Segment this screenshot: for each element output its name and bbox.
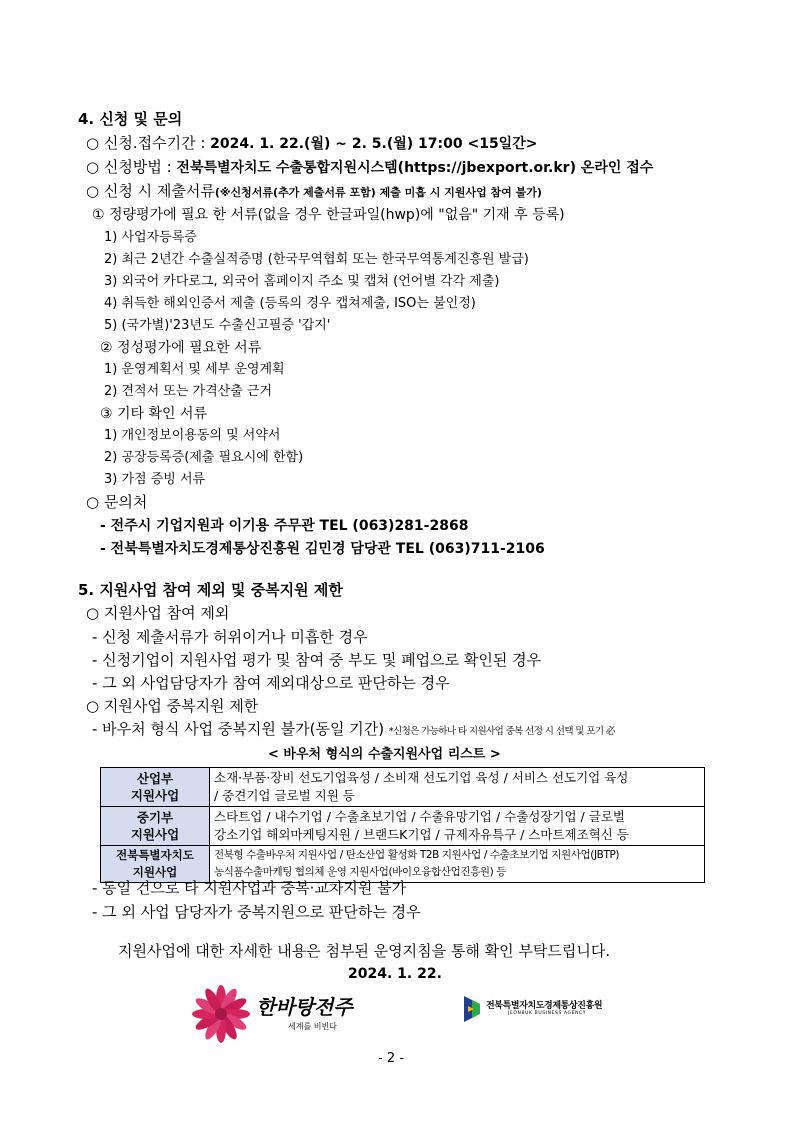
qual-docs-title: ② 정성평가에 필요한 서류 (100, 340, 262, 356)
qual-doc-item: 1) 운영계획서 및 세부 운영계획 (104, 362, 285, 377)
voucher-table-title: < 바우처 형식의 수출지원사업 리스트 > (268, 747, 501, 762)
agency-name: 전북특별자치도경제통상진흥원 (486, 1001, 603, 1011)
duplicate-item: - 바우처 형식 사업 중복지원 불가(동일 기간) *신청은 가능하나 타 지원사업 중복 선정 시 선택 및 포기 必 (92, 720, 615, 738)
quant-doc-item: 5) (국가별)'23년도 수출신고필증 '갑지' (104, 318, 331, 333)
quant-docs-title: ① 정량평가에 필요 한 서류(없을 경우 한글파일(hwp)에 "없음" 기재 후 등록) (92, 207, 565, 223)
table-row (101, 768, 705, 807)
application-period: ○ 신청.접수기간 : 2024. 1. 22.(월) ~ 2. 5.(월) 17:00 <15일간> (86, 134, 538, 152)
closing-text: 지원사업에 대한 자세한 내용은 첨부된 운영지침을 통해 확인 부탁드립니다. (118, 942, 611, 960)
section4-title: 4. 신청 및 문의 (78, 110, 183, 128)
etc-doc-item: 2) 공장등록증(제출 필요시에 한함) (104, 450, 304, 465)
exclusion-item: - 그 외 사업담당자가 참여 제외대상으로 판단하는 경우 (92, 674, 450, 692)
after-item: - 동일 건으로 타 지원사업과 중복·교차지원 불가 (92, 879, 407, 897)
exclusion-title: ○ 지원사업 참여 제외 (86, 604, 230, 622)
agency-emblem-icon (462, 994, 482, 1024)
table-row (101, 807, 705, 846)
table-row-header: 전북특별자치도 지원사업 (101, 846, 210, 883)
jeonju-logo-text: 한바탕전주 (256, 995, 353, 1019)
qual-doc-item: 2) 견적서 또는 가격산출 근거 (104, 384, 273, 399)
jeonju-logo-slogan: 세계를 비빈다 (288, 1022, 337, 1031)
table-row-content: 스타트업 / 내수기업 / 수출초보기업 / 수출유망기업 / 수출성장기업 / 글로벌 강소기업 해외마케팅지원 / 브랜드K기업 / 규제자유특구 / 스마트제조혁신 등 (210, 807, 705, 846)
quant-doc-item: 1) 사업자등록증 (104, 230, 197, 245)
section5-title: 5. 지원사업 참여 제외 및 중복지원 제한 (78, 581, 343, 599)
table-row-content: 전북형 수출바우처 지원사업 / 탄소산업 활성화 T2B 지원사업 / 수출초보기업 지원사업(JBTP) 농식품수출마케팅 협의체 운영 지원사업(바이오융합산업진흥원) 등 (210, 846, 705, 883)
flower-icon (190, 985, 252, 1043)
table-row-content: 소재·부품·장비 선도기업육성 / 소비재 선도기업 육성 / 서비스 선도기업 육성 / 중견기업 글로벌 지원 등 (210, 768, 705, 807)
agency-logo (462, 992, 622, 1032)
quant-doc-item: 2) 최근 2년간 수출실적증명 (한국무역협회 또는 한국무역통계진흥원 발급) (104, 252, 529, 267)
jeonju-logo (190, 985, 380, 1043)
duplicate-title: ○ 지원사업 중복지원 제한 (86, 697, 259, 715)
table-row-header: 산업부 지원사업 (101, 768, 210, 807)
after-item: - 그 외 사업 담당자가 중복지원으로 판단하는 경우 (92, 903, 421, 921)
exclusion-item: - 신청기업이 지원사업 평가 및 참여 중 부도 및 폐업으로 확인된 경우 (92, 651, 542, 669)
contact-item: - 전주시 기업지원과 이기용 주무관 TEL (063)281-2868 (100, 518, 469, 534)
etc-doc-item: 1) 개인정보이용동의 및 서약서 (104, 428, 281, 443)
voucher-program-table (100, 767, 705, 883)
duplicate-note: *신청은 가능하나 타 지원사업 중복 선정 시 선택 및 포기 必 (388, 726, 615, 737)
contact-title: ○ 문의처 (86, 493, 148, 511)
page-number: - 2 - (378, 1051, 404, 1066)
agency-name-english: JEONBUK BUSINESS AGENCY (508, 1011, 587, 1016)
etc-doc-item: 3) 가점 증빙 서류 (104, 472, 206, 487)
required-documents: ○ 신청 시 제출서류(※신청서류(추가 제출서류 포함) 제출 미흡 시 지원사업 참여 불가) (86, 182, 542, 200)
quant-doc-item: 3) 외국어 카다로그, 외국어 홈페이지 주소 및 캡쳐 (언어별 각각 제출) (104, 274, 500, 289)
document-date: 2024. 1. 22. (348, 966, 442, 982)
etc-docs-title: ③ 기타 확인 서류 (100, 406, 208, 422)
table-row (101, 846, 705, 883)
exclusion-item: - 신청 제출서류가 허위이거나 미흡한 경우 (92, 628, 368, 646)
application-method: ○ 신청방법 : 전북특별자치도 수출통합지원시스템(https://jbexport.or.kr) 온라인 접수 (86, 158, 654, 176)
table-row-header: 중기부 지원사업 (101, 807, 210, 846)
contact-item: - 전북특별자치도경제통상진흥원 김민경 담당관 TEL (063)711-2106 (100, 541, 545, 557)
quant-doc-item: 4) 취득한 해외인증서 제출 (등록의 경우 캡쳐제출, ISO는 불인정) (104, 296, 476, 311)
